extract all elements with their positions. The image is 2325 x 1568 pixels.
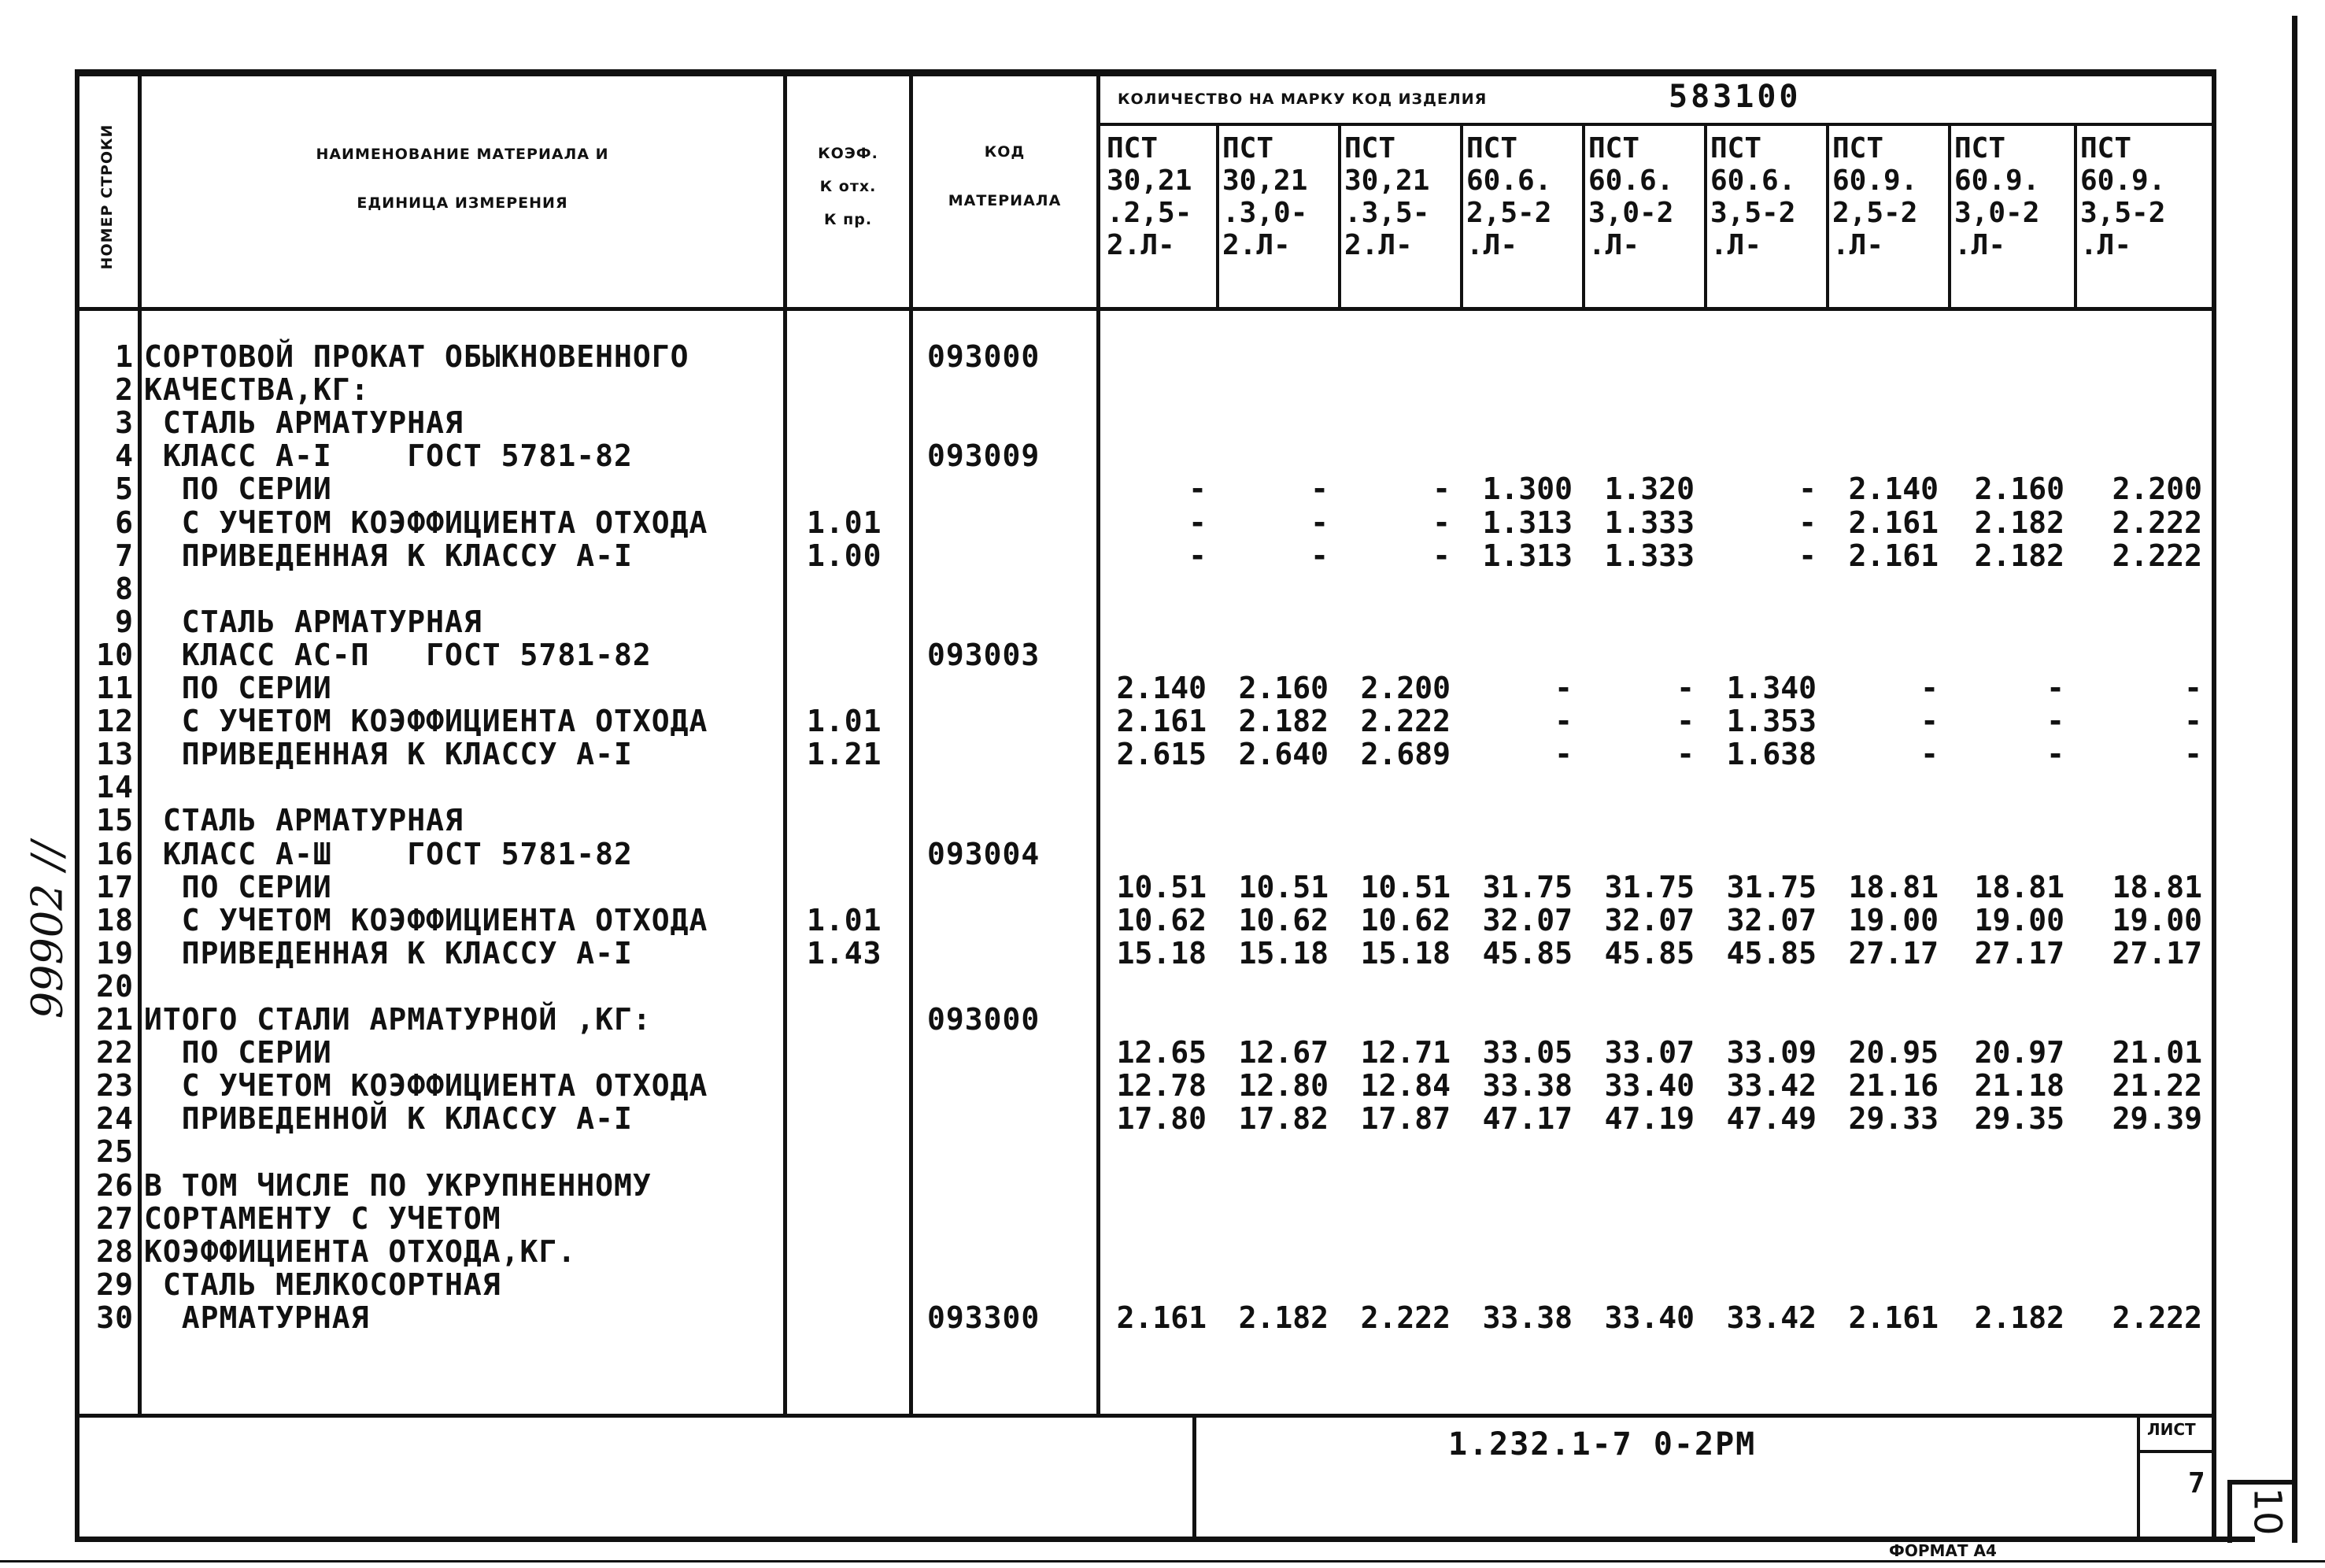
row-number: 15 (96, 803, 134, 838)
quantity-value: 2.140 (1848, 472, 1939, 507)
quantity-header (1118, 85, 1487, 113)
quantity-value: 10.51 (1238, 869, 1329, 904)
subcol-line (1216, 124, 1219, 309)
quantity-value: 29.33 (1848, 1101, 1939, 1137)
material-name: КОЭФФИЦИЕНТА ОТХОДА,КГ. (144, 1233, 577, 1269)
column-header-line: ПСТ (1466, 132, 1518, 165)
subcol-line (1338, 124, 1341, 309)
row-number: 27 (96, 1200, 134, 1236)
quantity-value: 17.87 (1360, 1101, 1451, 1137)
row-number: 14 (96, 770, 134, 805)
column-header (1466, 132, 1551, 261)
quantity-value: 1.333 (1604, 538, 1695, 573)
coef-label-2: К отх. (819, 177, 877, 195)
row-number: 18 (96, 902, 134, 937)
quantity-value: 2.160 (1238, 671, 1329, 705)
quantity-value: 1.300 (1482, 472, 1573, 507)
quantity-value: 2.182 (1974, 538, 2064, 573)
material-name: В ТОМ ЧИСЛЕ ПО УКРУПНЕННОМУ (144, 1167, 652, 1203)
quantity-value: 18.81 (1974, 869, 2064, 904)
column-header-line: 3,5-2 (2080, 197, 2166, 229)
quantity-value: 15.18 (1116, 935, 1207, 971)
product-code: 583100 (1669, 79, 1802, 115)
column-header-line: 60.6. (1588, 165, 1674, 197)
quantity-value: 29.39 (2112, 1101, 2202, 1137)
frame-top (75, 69, 2216, 76)
quantity-value: 31.75 (1482, 869, 1573, 904)
page-box-top (2227, 1480, 2294, 1485)
column-header-line: 2.Л- (1344, 229, 1413, 261)
quantity-value: 45.85 (1482, 935, 1573, 971)
col-line-3 (909, 69, 913, 1415)
column-header-line: ПСТ (1710, 132, 1762, 165)
quantity-value: 19.00 (1974, 902, 2064, 937)
quantity-value: 2.182 (1238, 1300, 1329, 1335)
quantity-value: 32.07 (1726, 902, 1817, 937)
quantity-value: 12.71 (1360, 1035, 1451, 1071)
column-header-line: .Л- (2080, 229, 2132, 261)
quantity-value: 2.182 (1974, 505, 2064, 540)
subcol-line (1826, 124, 1829, 309)
format-label: ФОРМАТ А4 (1889, 1541, 1997, 1560)
coef-label-1: КОЭФ. (818, 145, 878, 162)
quantity-value: - (1920, 737, 1939, 772)
quantity-value: - (2046, 704, 2064, 739)
column-header-line: 60.9. (2080, 165, 2166, 197)
quantity-value: 32.07 (1482, 902, 1573, 937)
subcol-line (1704, 124, 1707, 309)
quantity-label: КОЛИЧЕСТВО НА МАРКУ КОД ИЗДЕЛИЯ (1118, 91, 1488, 108)
row-number: 3 (115, 405, 134, 441)
quantity-value: - (1920, 671, 1939, 705)
material-code: 093000 (927, 339, 1041, 374)
quantity-value: - (1188, 505, 1207, 540)
material-name: СОРТАМЕНТУ С УЧЕТОМ (144, 1200, 501, 1236)
quantity-value: 17.80 (1116, 1101, 1207, 1137)
quantity-value: 27.17 (1848, 935, 1939, 971)
quantity-value: 2.140 (1116, 671, 1207, 705)
quantity-value: 2.689 (1360, 737, 1451, 772)
column-header-line: 3,5-2 (1710, 197, 1796, 229)
quantity-value: 2.222 (2112, 1300, 2202, 1335)
quantity-value: 33.40 (1604, 1068, 1695, 1104)
quantity-value: 21.22 (2112, 1068, 2202, 1104)
quantity-value: 20.97 (1974, 1035, 2064, 1071)
coefficient: 1.01 (807, 505, 882, 540)
column-header-line: 60.9. (1832, 165, 1918, 197)
column-header (2080, 132, 2165, 261)
row-number: 1 (115, 339, 134, 374)
quantity-value: - (2184, 737, 2202, 772)
quantity-value: 31.75 (1604, 869, 1695, 904)
coefficient: 1.01 (807, 704, 882, 739)
material-header (142, 140, 783, 217)
row-number: 8 (115, 571, 134, 606)
column-header-line: 3,0-2 (1954, 197, 2040, 229)
quantity-value: - (1310, 538, 1329, 573)
quantity-value: 33.05 (1482, 1035, 1573, 1071)
row-number: 5 (115, 472, 134, 507)
material-code: 093004 (927, 836, 1041, 871)
material-code: 093300 (927, 1300, 1041, 1335)
material-name: КЛАСС А-I ГОСТ 5781-82 (144, 438, 633, 474)
quantity-value: 17.82 (1238, 1101, 1329, 1137)
quantity-value: - (1432, 472, 1451, 507)
quantity-value: - (1554, 671, 1573, 705)
quantity-value: 12.78 (1116, 1068, 1207, 1104)
quantity-value: - (1188, 472, 1207, 507)
quantity-value: 21.16 (1848, 1068, 1939, 1104)
material-name: СТАЛЬ АРМАТУРНАЯ (144, 803, 464, 838)
quantity-value: 10.62 (1116, 902, 1207, 937)
material-name: С УЧЕТОМ КОЭФФИЦИЕНТА ОТХОДА (144, 902, 708, 937)
quantity-value: - (1798, 538, 1817, 573)
row-number: 6 (115, 505, 134, 540)
material-name: ПРИВЕДЕННАЯ К КЛАССУ А-I (144, 737, 633, 772)
quantity-value: 2.182 (1974, 1300, 2064, 1335)
code-label-1: КОД (984, 143, 1026, 161)
quantity-value: 27.17 (2112, 935, 2202, 971)
quantity-value: 1.320 (1604, 472, 1695, 507)
material-code: 093003 (927, 637, 1041, 672)
row-number: 9 (115, 604, 134, 639)
row-number: 23 (96, 1068, 134, 1104)
subcol-line (2074, 124, 2077, 309)
quantity-value: 45.85 (1726, 935, 1817, 971)
right-margin-line (2292, 16, 2297, 1543)
quantity-value: 15.18 (1238, 935, 1329, 971)
code-header (913, 138, 1096, 215)
coefficient: 1.00 (807, 538, 882, 573)
row-number: 24 (96, 1101, 134, 1137)
material-name: ПО СЕРИИ (144, 869, 332, 904)
quantity-value: 2.160 (1974, 472, 2064, 507)
material-name: СТАЛЬ АРМАТУРНАЯ (144, 604, 482, 639)
column-header (1588, 132, 1673, 261)
quantity-value: 12.65 (1116, 1035, 1207, 1071)
quantity-value: - (1188, 538, 1207, 573)
column-header-line: 60.9. (1954, 165, 2040, 197)
quantity-value: 10.62 (1360, 902, 1451, 937)
material-code: 093009 (927, 438, 1041, 474)
quantity-value: 47.49 (1726, 1101, 1817, 1137)
quantity-value: - (2184, 671, 2202, 705)
row-number: 12 (96, 704, 134, 739)
column-header-line: .Л- (1954, 229, 2006, 261)
quantity-value: 1.638 (1726, 737, 1817, 772)
column-header-line: 30,21 (1344, 165, 1430, 197)
quantity-value: 1.313 (1482, 538, 1573, 573)
material-name: ИТОГО СТАЛИ АРМАТУРНОЙ ,КГ: (144, 1002, 652, 1037)
quantity-value: 1.353 (1726, 704, 1817, 739)
material-name: ПРИВЕДЕННАЯ К КЛАССУ А-I (144, 538, 633, 573)
footer-divider (1192, 1414, 1196, 1538)
quantity-value: 1.313 (1482, 505, 1573, 540)
column-header-line: ПСТ (2080, 132, 2132, 165)
coef-label-3: К пр. (823, 210, 873, 228)
quantity-header-line (1098, 123, 2216, 126)
quantity-value: 31.75 (1726, 869, 1817, 904)
column-header-line: ПСТ (1588, 132, 1640, 165)
quantity-value: 33.40 (1604, 1300, 1695, 1335)
quantity-value: 33.42 (1726, 1068, 1817, 1104)
quantity-value: - (1554, 737, 1573, 772)
material-name: СТАЛЬ АРМАТУРНАЯ (144, 405, 464, 441)
quantity-value: - (1310, 472, 1329, 507)
quantity-value: 45.85 (1604, 935, 1695, 971)
column-header (1222, 132, 1307, 261)
quantity-value: 2.182 (1238, 704, 1329, 739)
quantity-value: 47.19 (1604, 1101, 1695, 1137)
column-header-line: 2.Л- (1222, 229, 1291, 261)
row-number: 11 (96, 671, 134, 705)
quantity-value: - (2184, 704, 2202, 739)
quantity-value: 2.200 (1360, 671, 1451, 705)
document-code: 1.232.1-7 0-2РМ (1448, 1426, 1757, 1463)
page-box-left (2227, 1480, 2232, 1543)
material-name: КЛАСС А-Ш ГОСТ 5781-82 (144, 836, 633, 871)
material-label-2: ЕДИНИЦА ИЗМЕРЕНИЯ (357, 194, 568, 213)
row-number: 4 (115, 438, 134, 474)
row-number: 25 (96, 1134, 134, 1170)
quantity-value: 33.42 (1726, 1300, 1817, 1335)
column-header-line: ПСТ (1954, 132, 2006, 165)
sheet-box-line (2137, 1450, 2216, 1453)
column-header-line: .Л- (1710, 229, 1762, 261)
column-header-line: 2,5-2 (1466, 197, 1552, 229)
coefficient: 1.43 (807, 935, 882, 971)
quantity-value: 2.161 (1848, 1300, 1939, 1335)
quantity-value: 10.51 (1116, 869, 1207, 904)
frame-right (2212, 69, 2216, 1541)
quantity-value: - (1310, 505, 1329, 540)
row-number-label: НОМЕР СТРОКИ (98, 124, 116, 270)
column-header-line: 60.6. (1710, 165, 1796, 197)
quantity-value: 15.18 (1360, 935, 1451, 971)
quantity-value: 33.09 (1726, 1035, 1817, 1071)
column-header (1954, 132, 2039, 261)
column-header (1107, 132, 1192, 261)
material-name: КЛАСС АС-П ГОСТ 5781-82 (144, 637, 652, 672)
coefficient: 1.01 (807, 902, 882, 937)
quantity-value: 2.222 (1360, 704, 1451, 739)
material-name: ПРИВЕДЕННОЙ К КЛАССУ А-I (144, 1101, 633, 1137)
subcol-line (1582, 124, 1585, 309)
material-name: СОРТОВОЙ ПРОКАТ ОБЫКНОВЕННОГО (144, 339, 689, 374)
column-header-line: 30,21 (1222, 165, 1308, 197)
quantity-value: - (1676, 737, 1695, 772)
subcol-line (1460, 124, 1463, 309)
column-header (1832, 132, 1917, 261)
material-name: ПО СЕРИИ (144, 472, 332, 507)
quantity-value: 18.81 (1848, 869, 1939, 904)
quantity-value: 2.222 (2112, 505, 2202, 540)
column-header-line: .3,0- (1222, 197, 1308, 229)
row-number: 21 (96, 1002, 134, 1037)
quantity-value: 32.07 (1604, 902, 1695, 937)
quantity-value: 27.17 (1974, 935, 2064, 971)
side-handwritten-note: 99902 // (22, 841, 72, 1019)
quantity-value: 2.222 (1360, 1300, 1451, 1335)
quantity-value: - (1554, 704, 1573, 739)
column-header-line: .3,5- (1344, 197, 1430, 229)
quantity-value: 2.161 (1848, 505, 1939, 540)
quantity-value: 19.00 (2112, 902, 2202, 937)
column-header (1710, 132, 1795, 261)
material-name: ПО СЕРИИ (144, 1035, 332, 1071)
quantity-value: 33.38 (1482, 1068, 1573, 1104)
quantity-value: 2.161 (1116, 704, 1207, 739)
column-header-line: 2,5-2 (1832, 197, 1918, 229)
column-header-line: .Л- (1466, 229, 1518, 261)
quantity-value: - (1432, 505, 1451, 540)
material-name: С УЧЕТОМ КОЭФФИЦИЕНТА ОТХОДА (144, 505, 708, 540)
quantity-value: 2.200 (2112, 472, 2202, 507)
quantity-value: - (2046, 671, 2064, 705)
quantity-value: - (1920, 704, 1939, 739)
sheet-box-left (2137, 1414, 2140, 1538)
column-header-line: ПСТ (1107, 132, 1159, 165)
quantity-value: 1.340 (1726, 671, 1817, 705)
header-bottom (75, 307, 2216, 311)
column-header-line: .Л- (1588, 229, 1640, 261)
column-header-line: ПСТ (1344, 132, 1396, 165)
column-header (1344, 132, 1429, 261)
column-header-line: 2.Л- (1107, 229, 1175, 261)
row-number: 10 (96, 637, 134, 672)
subcol-line (1948, 124, 1951, 309)
column-header-line: .Л- (1832, 229, 1884, 261)
quantity-value: 21.18 (1974, 1068, 2064, 1104)
sheet-number: 7 (2188, 1467, 2205, 1500)
quantity-value: 12.67 (1238, 1035, 1329, 1071)
quantity-value: 2.222 (2112, 538, 2202, 573)
column-header-line: 60.6. (1466, 165, 1552, 197)
quantity-value: 12.80 (1238, 1068, 1329, 1104)
quantity-value: - (1676, 671, 1695, 705)
row-number: 13 (96, 737, 134, 772)
quantity-value: 18.81 (2112, 869, 2202, 904)
material-name: С УЧЕТОМ КОЭФФИЦИЕНТА ОТХОДА (144, 704, 708, 739)
quantity-value: 2.640 (1238, 737, 1329, 772)
quantity-value: 33.07 (1604, 1035, 1695, 1071)
quantity-value: - (2046, 737, 2064, 772)
material-label-1: НАИМЕНОВАНИЕ МАТЕРИАЛА И (316, 146, 609, 163)
row-number: 16 (96, 836, 134, 871)
row-number: 26 (96, 1167, 134, 1203)
quantity-value: 20.95 (1848, 1035, 1939, 1071)
material-name: СТАЛЬ МЕЛКОСОРТНАЯ (144, 1267, 501, 1302)
row-number-header (93, 102, 121, 291)
quantity-value: - (1798, 472, 1817, 507)
quantity-value: 1.333 (1604, 505, 1695, 540)
quantity-value: 2.161 (1116, 1300, 1207, 1335)
material-code: 093000 (927, 1002, 1041, 1037)
coef-header (787, 138, 909, 236)
quantity-value: 12.84 (1360, 1068, 1451, 1104)
quantity-value: 10.62 (1238, 902, 1329, 937)
row-number: 28 (96, 1233, 134, 1269)
row-number: 30 (96, 1300, 134, 1335)
material-name: ПО СЕРИИ (144, 671, 332, 705)
quantity-value: - (1676, 704, 1695, 739)
material-name: ПРИВЕДЕННАЯ К КЛАССУ А-I (144, 935, 633, 971)
quantity-value: 21.01 (2112, 1035, 2202, 1071)
column-header-line: .2,5- (1107, 197, 1192, 229)
quantity-value: 47.17 (1482, 1101, 1573, 1137)
quantity-value: 10.51 (1360, 869, 1451, 904)
row-number: 7 (115, 538, 134, 573)
column-header-line: ПСТ (1832, 132, 1884, 165)
quantity-value: 29.35 (1974, 1101, 2064, 1137)
column-header-line: ПСТ (1222, 132, 1274, 165)
quantity-value: - (1432, 538, 1451, 573)
material-name: КАЧЕСТВА,КГ: (144, 372, 370, 408)
row-number: 22 (96, 1035, 134, 1071)
quantity-value: - (1798, 505, 1817, 540)
material-name: С УЧЕТОМ КОЭФФИЦИЕНТА ОТХОДА (144, 1068, 708, 1104)
table-bottom (75, 1414, 2216, 1418)
sheet-label: ЛИСТ (2147, 1420, 2196, 1439)
row-number: 2 (115, 372, 134, 408)
row-number: 17 (96, 869, 134, 904)
quantity-value: 2.161 (1848, 538, 1939, 573)
row-number: 20 (96, 968, 134, 1004)
material-name: АРМАТУРНАЯ (144, 1300, 370, 1335)
column-header-line: 3,0-2 (1588, 197, 1674, 229)
col-line-2 (783, 69, 787, 1415)
quantity-value: 33.38 (1482, 1300, 1573, 1335)
col-line-1 (138, 69, 142, 1415)
page-bottom-line (0, 1560, 2325, 1562)
row-number: 29 (96, 1267, 134, 1302)
quantity-value: 2.615 (1116, 737, 1207, 772)
code-label-2: МАТЕРИАЛА (948, 192, 1062, 210)
quantity-value: 19.00 (1848, 902, 1939, 937)
column-header-line: 30,21 (1107, 165, 1192, 197)
row-number: 19 (96, 935, 134, 971)
page-number: 10 (2245, 1487, 2290, 1536)
coefficient: 1.21 (807, 737, 882, 772)
